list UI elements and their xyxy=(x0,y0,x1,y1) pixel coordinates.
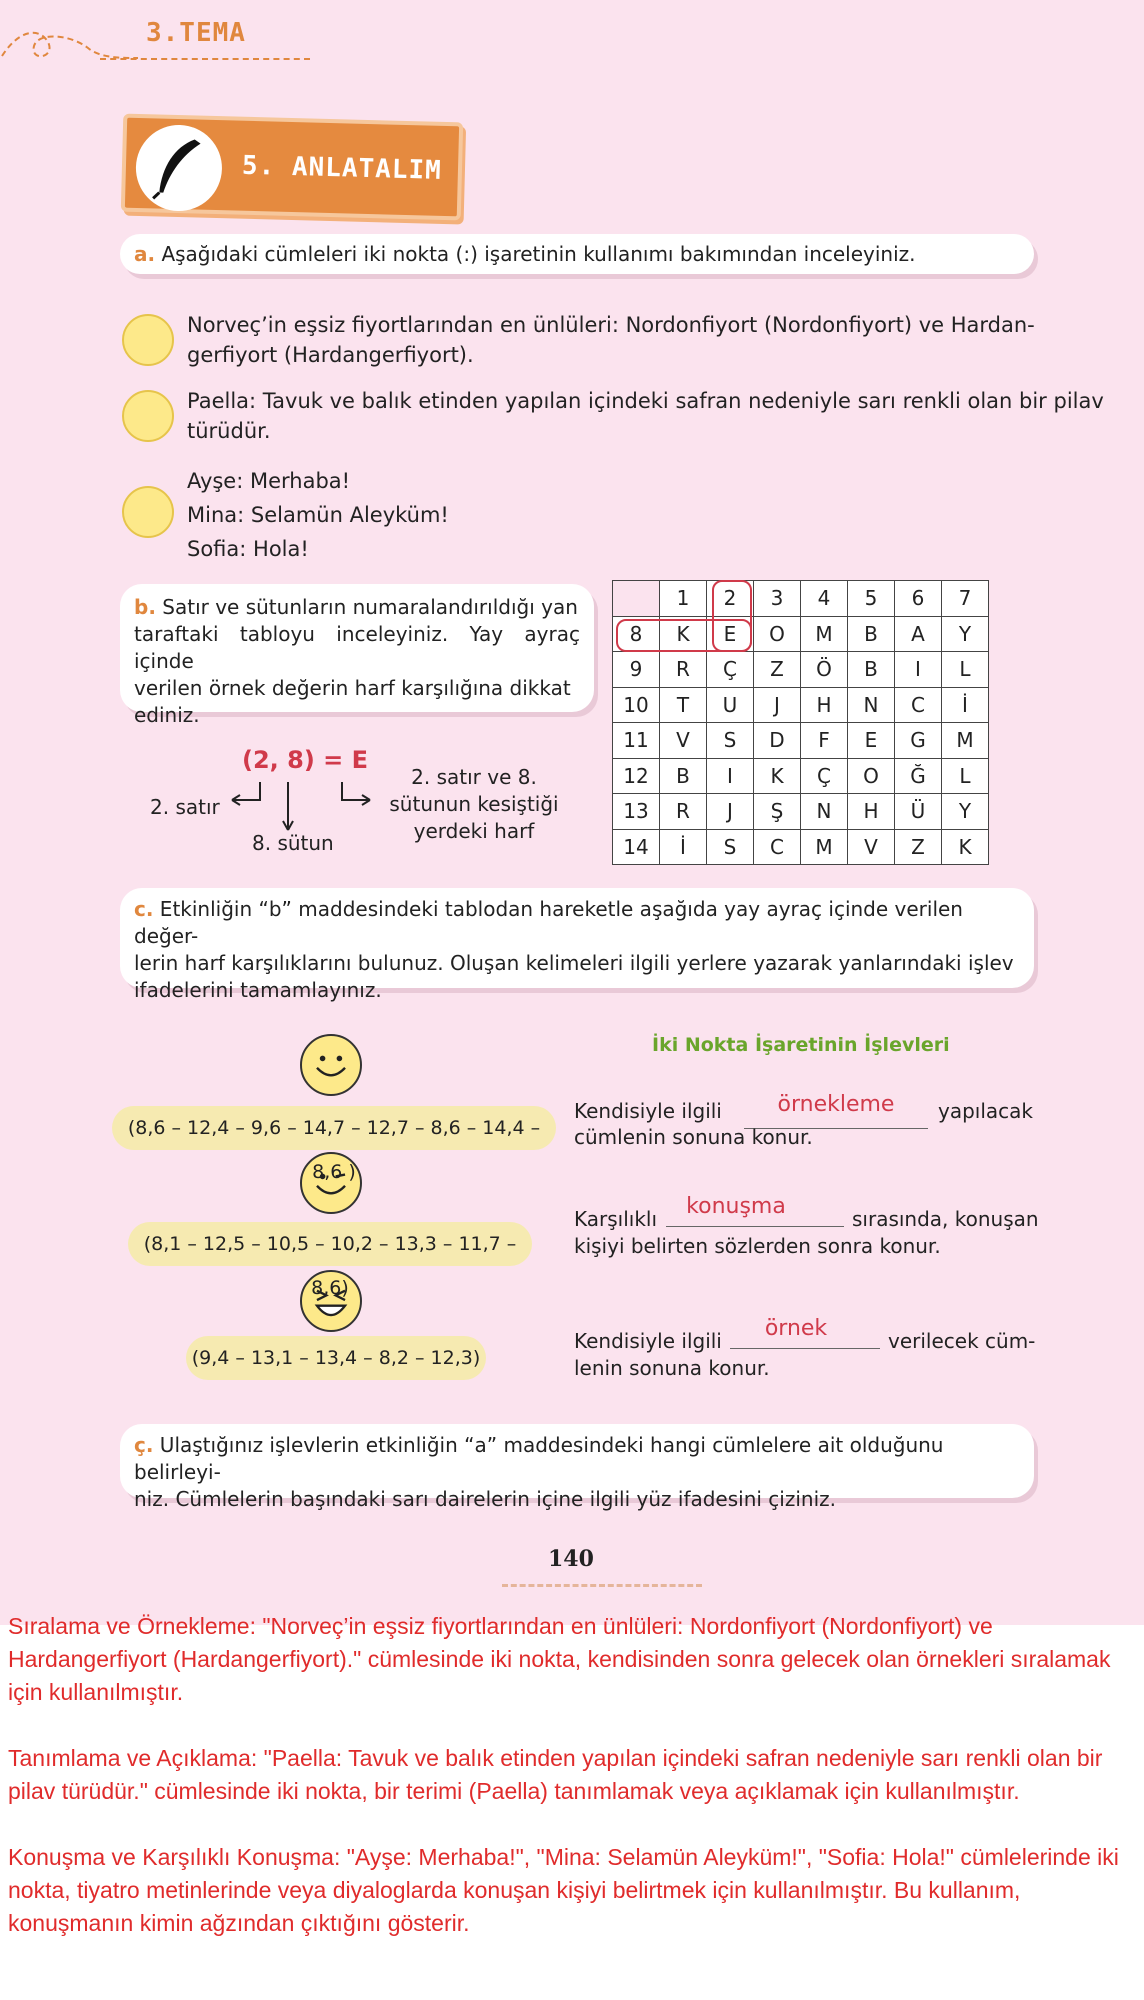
instruction-b-label: b. xyxy=(134,595,156,619)
section-banner xyxy=(121,114,463,221)
table-index-cell: 8 xyxy=(613,616,660,652)
table-row xyxy=(613,829,989,865)
table-index-cell: 10 xyxy=(613,687,660,723)
table-cell: N xyxy=(848,687,895,723)
table-cell: I xyxy=(707,758,754,794)
example-coordinate: (2, 8) = E xyxy=(242,746,369,774)
table-cell: O xyxy=(754,616,801,652)
table-index-cell: 1 xyxy=(660,581,707,617)
table-cell: İ xyxy=(942,687,989,723)
table-cell: M xyxy=(942,723,989,759)
table-cell: M xyxy=(801,829,848,865)
table-cell: K xyxy=(660,616,707,652)
table-cell: Ö xyxy=(801,652,848,688)
table-cell: Ş xyxy=(754,794,801,830)
function-3-line-2: lenin sonuna konur. xyxy=(574,1356,770,1380)
table-cell: T xyxy=(660,687,707,723)
table-cell: E xyxy=(848,723,895,759)
function-3-blank[interactable] xyxy=(730,1348,880,1349)
table-cell: U xyxy=(707,687,754,723)
functions-heading: İki Nokta İşaretinin İşlevleri xyxy=(652,1034,950,1056)
instruction-a-label: a. xyxy=(134,242,156,266)
instruction-b-line-3: verilen örnek değerin harf karşılığına dikkat xyxy=(134,676,571,700)
table-cell: O xyxy=(848,758,895,794)
table-cell: G xyxy=(895,723,942,759)
table-cell: R xyxy=(660,794,707,830)
instruction-b xyxy=(120,584,594,727)
table-index-cell: 9 xyxy=(613,652,660,688)
table-index-cell: 4 xyxy=(801,581,848,617)
table-header-row xyxy=(613,581,989,617)
function-1-post: yapılacak xyxy=(938,1099,1033,1123)
function-3-post: verilecek cüm- xyxy=(888,1329,1036,1353)
table-index-cell: 12 xyxy=(613,758,660,794)
instruction-c-line-1: Etkinliğin “b” maddesindeki tablodan hareketle aşağıda yay ayraç içinde verilen değer- xyxy=(134,897,963,948)
sentence-3 xyxy=(187,464,449,566)
table-cell: B xyxy=(660,758,707,794)
table-cell: J xyxy=(754,687,801,723)
sentence-2 xyxy=(187,386,1104,446)
function-2-post: sırasında, konuşan xyxy=(852,1207,1039,1231)
table-cell: M xyxy=(801,616,848,652)
table-cell: Ç xyxy=(707,652,754,688)
function-2-blank[interactable] xyxy=(666,1226,844,1227)
function-2-line-2: kişiyi belirten sözlerden sonra konur. xyxy=(574,1234,941,1258)
theme-label: 3.TEMA xyxy=(146,18,246,48)
answer-circle-3[interactable] xyxy=(122,486,174,538)
sentence-3-line-1: Ayşe: Merhaba! xyxy=(187,469,351,493)
feather-pen-icon xyxy=(135,124,223,212)
answer-circle-2[interactable] xyxy=(122,390,174,442)
explanation-paragraph-1: Sıralama ve Örnekleme: "Norveç’in eşsiz fiyortlarından en ünlüleri: Nordonfiyort (Nordonfiyort) ve Hardangerfiyort (Hardangerfiyort)." cümlesinde iki nokta, kendisinden sonra gelecek olan örnekleri sıralamak için kullanılmıştır. xyxy=(8,1613,1111,1705)
table-row xyxy=(613,652,989,688)
table-index-cell: 13 xyxy=(613,794,660,830)
table-index-cell: 11 xyxy=(613,723,660,759)
table-cell: Y xyxy=(942,794,989,830)
function-3-pre: Kendisiyle ilgili xyxy=(574,1329,722,1353)
sentence-2-line-1: Paella: Tavuk ve balık etinden yapılan içindeki safran nedeniyle sarı renkli olan bir pilav xyxy=(187,389,1104,413)
explanation-paragraph-3: Konuşma ve Karşılıklı Konuşma: "Ayşe: Merhaba!", "Mina: Selamün Aleyküm!", "Sofia: Hola!" cümlelerinde iki nokta, tiyatro metinlerinde veya diyaloglarda konuşan kişiyi belirtmek için kullanılmıştır. Bu kullanım, konuşmanın kimin ağzından çıktığını gösterir. xyxy=(8,1844,1119,1936)
table-cell: Z xyxy=(895,829,942,865)
table-cell: Ü xyxy=(895,794,942,830)
table-cell: D xyxy=(754,723,801,759)
instruction-a-text: Aşağıdaki cümleleri iki nokta (:) işaretinin kullanımı bakımından inceleyiniz. xyxy=(155,242,916,266)
table-cell: B xyxy=(848,652,895,688)
function-1-line-2: cümlenin sonuna konur. xyxy=(574,1125,813,1149)
theme-underline xyxy=(100,58,310,60)
table-index-cell: 3 xyxy=(754,581,801,617)
instruction-cc-line-2: niz. Cümlelerin başındaki sarı dairelerin içine ilgili yüz ifadesini çiziniz. xyxy=(134,1487,837,1511)
instruction-c-label: c. xyxy=(134,897,154,921)
function-3-answer: örnek xyxy=(764,1316,828,1341)
table-row xyxy=(613,758,989,794)
table-cell: R xyxy=(660,652,707,688)
table-row xyxy=(613,687,989,723)
example-row-label: 2. satır xyxy=(150,795,220,819)
table-index-cell: 2 xyxy=(707,581,754,617)
table-cell: K xyxy=(754,758,801,794)
table-cell: Ç xyxy=(801,758,848,794)
table-index-cell: 5 xyxy=(848,581,895,617)
table-cell: I xyxy=(895,652,942,688)
table-cell: L xyxy=(942,758,989,794)
table-cell: Z xyxy=(754,652,801,688)
sentence-2-line-2: türüdür. xyxy=(187,419,271,443)
table-cell: S xyxy=(707,723,754,759)
table-row xyxy=(613,794,989,830)
table-cell: L xyxy=(942,652,989,688)
sentence-3-line-3: Sofia: Hola! xyxy=(187,537,309,561)
table-cell: K xyxy=(942,829,989,865)
table-cell: B xyxy=(848,616,895,652)
instruction-b-line-4: ediniz. xyxy=(134,703,200,727)
code-sequence-3: (9,4 – 13,1 – 13,4 – 8,2 – 12,3) xyxy=(186,1336,486,1380)
function-2-answer: konuşma xyxy=(686,1194,786,1219)
example-intersection-note: 2. satır ve 8. sütunun kesiştiği yerdeki harf xyxy=(389,765,559,843)
sentence-1-line-2: gerfiyort (Hardangerfiyort). xyxy=(187,343,474,367)
instruction-cc-line-1: Ulaştığınız işlevlerin etkinliğin “a” maddesindeki hangi cümlelere ait olduğunu belirleyi- xyxy=(134,1433,944,1484)
instruction-b-line-1: Satır ve sütunların numaralandırıldığı yan xyxy=(155,595,578,619)
table-cell: C xyxy=(895,687,942,723)
function-1-answer: örnekleme xyxy=(777,1092,895,1117)
table-cell: H xyxy=(848,794,895,830)
table-cell: Y xyxy=(942,616,989,652)
table-cell: C xyxy=(754,829,801,865)
sentence-3-line-2: Mina: Selamün Aleyküm! xyxy=(187,503,449,527)
table-cell: V xyxy=(660,723,707,759)
example-column-label: 8. sütun xyxy=(252,831,334,855)
table-index-cell: 7 xyxy=(942,581,989,617)
instruction-a xyxy=(120,234,1034,274)
code-sequence-2: (8,1 – 12,5 – 10,5 – 10,2 – 13,3 – 11,7 – 8,6) xyxy=(128,1222,532,1266)
instruction-c-line-2: lerin harf karşılıklarını bulunuz. Oluşan kelimeleri ilgili yerlere yazarak yanlarındaki işlev xyxy=(134,951,1014,975)
decorative-swirl-icon xyxy=(0,18,140,68)
table-cell: N xyxy=(801,794,848,830)
function-2-pre: Karşılıklı xyxy=(574,1207,658,1231)
sentence-1 xyxy=(187,310,1035,370)
table-cell: İ xyxy=(660,829,707,865)
page-number-divider xyxy=(502,1584,702,1587)
table-cell: J xyxy=(707,794,754,830)
page-number: 140 xyxy=(548,1546,594,1572)
table-index-cell: 14 xyxy=(613,829,660,865)
instruction-b-line-2: taraftaki tabloyu inceleyiniz. Yay ayraç içinde xyxy=(134,622,580,673)
table-index-cell xyxy=(613,581,660,617)
example-arrows-icon xyxy=(220,776,400,836)
instruction-c xyxy=(120,888,1034,1002)
table-cell: H xyxy=(801,687,848,723)
section-title: 5. ANLATALIM xyxy=(241,150,443,186)
explanation-block xyxy=(8,1610,1136,1973)
table-row xyxy=(613,723,989,759)
table-cell: V xyxy=(848,829,895,865)
code-sequence-1: (8,6 – 12,4 – 9,6 – 14,7 – 12,7 – 8,6 – 14,4 – 8,6 ) xyxy=(112,1106,556,1150)
table-index-cell: 6 xyxy=(895,581,942,617)
table-cell: Ğ xyxy=(895,758,942,794)
answer-circle-1[interactable] xyxy=(122,314,174,366)
table-cell: A xyxy=(895,616,942,652)
instruction-c-line-3: ifadelerini tamamlayınız. xyxy=(134,978,382,1002)
function-1-pre: Kendisiyle ilgili xyxy=(574,1099,722,1123)
instruction-cc-label: ç. xyxy=(134,1433,154,1457)
highlight-row-8 xyxy=(616,619,752,652)
sentence-1-line-1: Norveç’in eşsiz fiyortlarından en ünlüleri: Nordonfiyort (Nordonfiyort) ve Hardan- xyxy=(187,313,1035,337)
instruction-cc xyxy=(120,1424,1034,1511)
smiley-face-icon xyxy=(300,1034,362,1096)
table-cell: E xyxy=(707,616,754,652)
table-cell: F xyxy=(801,723,848,759)
explanation-paragraph-2: Tanımlama ve Açıklama: "Paella: Tavuk ve balık etinden yapılan içindeki safran nedeniyle sarı renkli olan bir pilav türüdür." cümlesinde iki nokta, bir terimi (Paella) tanımlamak veya açıklamak için kullanılmıştır. xyxy=(8,1745,1103,1804)
table-cell: S xyxy=(707,829,754,865)
